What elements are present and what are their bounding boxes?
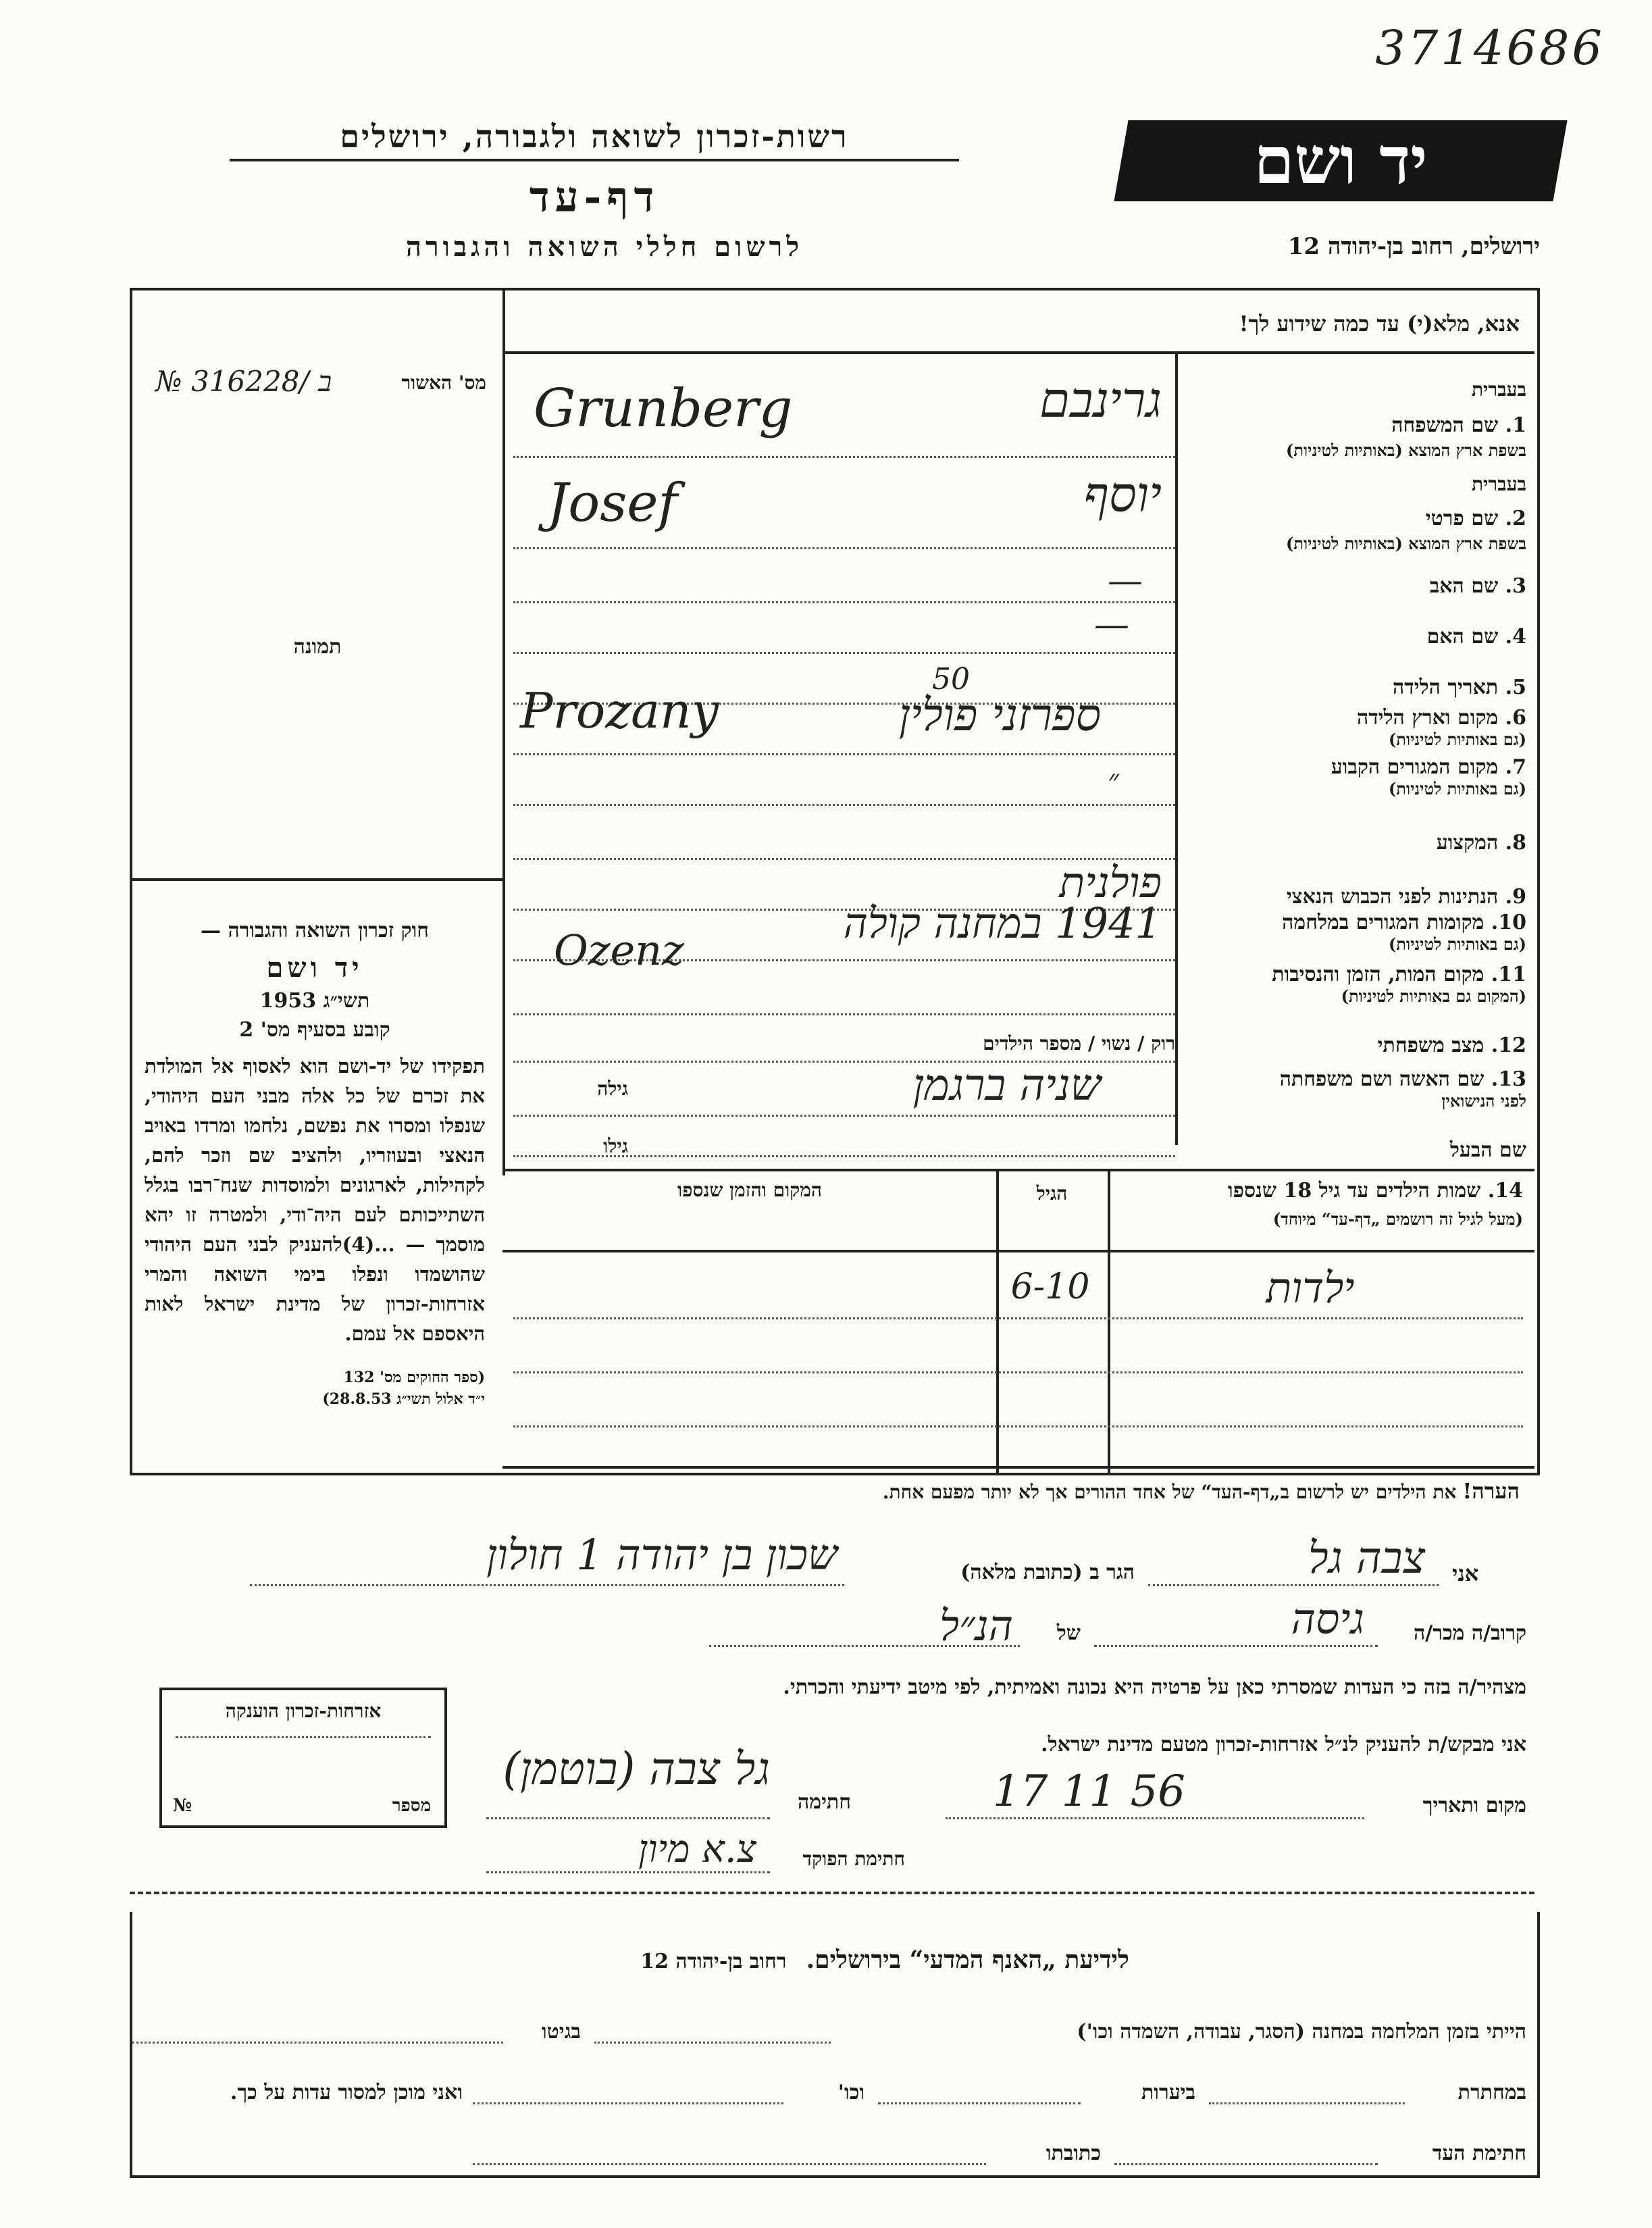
intro-divider <box>502 351 1534 354</box>
logo-text: יד ושם <box>1254 122 1428 199</box>
field-label: שם המשפחה <box>1391 413 1499 437</box>
place-date-value[interactable]: 17 11 56 <box>993 1767 1185 1817</box>
field-death-place[interactable] <box>1182 963 1526 1007</box>
field-num: 4. <box>1505 625 1526 649</box>
footer-line2-d: ואני מוכן למסור עדות על כך. <box>230 2081 463 2104</box>
note <box>520 1478 1520 1504</box>
field-label: תאריך הלידה <box>1393 676 1499 699</box>
birth-date-value: 50 <box>932 662 970 697</box>
citizenship-box <box>159 1688 447 1828</box>
statement: מצהיר/ה בזה כי העדות שמסרתי כאן על פרטיה היא נכונה ואמיתית, לפי מיטב ידיעתי והכרתי. <box>783 1675 1526 1699</box>
col-age-header: הגיל <box>1036 1182 1068 1205</box>
birth-place-latin: Prozany <box>520 682 719 739</box>
law-title: חוק זכרון השואה והגבורה — <box>201 919 429 942</box>
field-residence[interactable] <box>1182 755 1526 799</box>
field-num: 11. <box>1491 963 1526 986</box>
yad-vashem-logo <box>1114 120 1567 201</box>
address: ירושלים, רחוב בן-יהודה 12 <box>1287 233 1540 260</box>
field-occupation[interactable] <box>1182 831 1526 855</box>
footer-line2-c: וכו' <box>837 2081 864 2104</box>
field-num: 1. <box>1505 413 1526 437</box>
law-ref-1: (ספר החוקים מס' 132 <box>343 1369 485 1386</box>
field-birth-place[interactable] <box>1182 706 1526 750</box>
field-label: מקום המגורים הקבוע <box>1331 755 1499 779</box>
field-num: 6. <box>1505 706 1526 730</box>
relative-label: קרוב/ה מכר/ה <box>1414 1621 1526 1645</box>
wife-age-label: גילה <box>597 1078 628 1100</box>
officer-value[interactable]: צ.א מיון <box>638 1827 756 1871</box>
of-value[interactable]: הנ״ל <box>939 1601 1013 1650</box>
approval-label: מס' האשור <box>401 372 486 394</box>
first-name-latin: Josef <box>547 473 678 534</box>
row-line <box>513 1115 1175 1117</box>
child-name: ילדות <box>1266 1263 1355 1313</box>
approval-value: № 316228/ ב <box>155 365 332 398</box>
field-sub: (המקום גם באותיות לטיניות) <box>1341 986 1526 1006</box>
law-name: יד ושם <box>266 952 363 984</box>
field-sub: (גם באותיות לטיניות) <box>1388 779 1526 799</box>
children-label: 14. שמות הילדים עד גיל 18 שנספו <box>1227 1179 1523 1202</box>
photo-label: תמונה <box>293 635 342 659</box>
field-num: 2. <box>1505 507 1526 530</box>
i-line <box>1148 1584 1439 1586</box>
signature-line <box>486 1817 770 1819</box>
citizenship-number-mark: № <box>173 1796 192 1816</box>
request: אני מבקש/ת להעניק לנ״ל אזרחות-זכרון מטעם מדינת ישראל. <box>1041 1733 1526 1756</box>
signature-value[interactable]: גל צבה (בוטמן) <box>502 1743 770 1795</box>
footer-line1-a: הייתי בזמן המלחמה במחנה (הסגר, עבודה, השמדה וכו') <box>1077 2020 1526 2044</box>
field-num: 10. <box>1491 911 1526 934</box>
field-label: הנתינות לפני הכבוש הנאצי <box>1286 885 1499 909</box>
law-year: תשי״ג 1953 <box>259 989 370 1013</box>
wartime-residence-value: 1941 במחנה קולה <box>843 898 1162 948</box>
citizenship-line <box>176 1736 431 1738</box>
lives-label: הגר ב (כתובת מלאה) <box>960 1561 1135 1584</box>
field-nationality[interactable] <box>1182 885 1526 909</box>
relative-line <box>1094 1645 1378 1647</box>
field-first-name[interactable] <box>1182 473 1526 553</box>
row-line <box>513 652 1175 654</box>
form-subtitle: לרשום חללי השואה והגבורה <box>405 231 804 263</box>
field-sub: (גם באותיות לטיניות) <box>1388 730 1526 749</box>
child-age: 6-10 <box>1010 1267 1090 1307</box>
marital-options: רוק / נשוי / מספר הילדים <box>983 1032 1175 1055</box>
first-name-hebrew: יוסף <box>1083 466 1162 523</box>
archive-number: 3714686 <box>1375 20 1605 76</box>
footer-line2-a: במחתרת <box>1457 2081 1526 2104</box>
officer-label: חתימת הפוקד <box>802 1848 905 1870</box>
place-date-line <box>946 1817 1364 1819</box>
i-value[interactable]: צבה גל <box>1308 1534 1425 1584</box>
note-line <box>502 1466 1534 1469</box>
approval-number <box>155 365 486 405</box>
children-top-line <box>502 1169 1534 1171</box>
nationality-value: פולנית <box>1059 858 1162 907</box>
birth-place-hebrew: ספרזני פולין <box>898 689 1101 741</box>
field-label: מקום וארץ הלידה <box>1356 706 1499 730</box>
children-header-line <box>502 1250 1534 1252</box>
lives-line <box>250 1584 844 1586</box>
law-text: תפקידו של יד-ושם הוא לאסוף אל המולדת את זכרם של כל אלה מבני העם היהודי, שנפלו ומסרו את נפשם, נלחמו ומרדו באויב הנאצי ובעוזריו, ולהציב שם וזכר להם, לקהילות, לארגונים ולמוסדות שנח־רבו בגלל השתייכותם לעם היה־ודי, ולמטרה זו יהא מוסמך — ...(4)להעניק לבני העם היהודי שהושמדו ונפלו בימי השואה והמרי אזרחות-זכרון של מדינת ישראל לאות היאספם אל עמם. <box>145 1055 485 1345</box>
field-sub: לפני הנישואין <box>1441 1091 1526 1111</box>
field-num: 3. <box>1505 574 1526 598</box>
lives-value[interactable]: שכון בן יהודה 1 חולון <box>486 1530 837 1579</box>
row-line <box>513 547 1175 549</box>
death-place-value: Ozenz <box>554 926 684 975</box>
field-label: שם הבעל <box>1449 1138 1526 1162</box>
footer-line2-b: ביערות <box>1141 2081 1195 2104</box>
footer-line3-b: כתובתו <box>1046 2142 1101 2165</box>
field-birth-date[interactable] <box>1182 676 1526 699</box>
residence-value: ״ <box>1108 763 1119 798</box>
of-label: של <box>1056 1621 1081 1645</box>
org-line: רשות-זכרון לשואה ולגבורה, ירושלים <box>230 118 959 161</box>
note-label: הערה! <box>1462 1478 1520 1504</box>
mother-value: — <box>1094 605 1129 645</box>
field-mother[interactable] <box>1182 625 1526 649</box>
row-line <box>513 1425 1523 1427</box>
field-sub: בשפת ארץ המוצא (באותיות לטיניות) <box>1286 440 1526 460</box>
row-line <box>513 1317 1523 1319</box>
i-label: אני <box>1452 1561 1479 1586</box>
children-sub: (מעל לגיל זה רושמים „דף-עד“ מיוחד) <box>1272 1209 1523 1229</box>
law-box <box>132 919 497 1408</box>
wife-value: שניה ברגמן <box>912 1061 1101 1111</box>
form-title: דף-עד <box>529 172 660 222</box>
officer-line <box>486 1871 770 1873</box>
field-num: 13. <box>1491 1067 1526 1091</box>
family-name-hebrew: גרינבם <box>1039 372 1162 428</box>
row-line <box>513 601 1175 603</box>
field-wartime-residence[interactable] <box>1182 911 1526 955</box>
field-num: 7. <box>1505 755 1526 779</box>
tear-line <box>130 1892 1534 1894</box>
place-date-label: מקום ותאריך <box>1422 1794 1526 1817</box>
field-num: 5. <box>1505 676 1526 699</box>
row-line <box>513 1155 1175 1157</box>
children-rows <box>513 1263 1523 1466</box>
citizenship-number-label: מספר <box>392 1796 431 1816</box>
hebrew-tag: בעברית <box>1471 378 1526 401</box>
field-husband[interactable] <box>1182 1138 1526 1162</box>
field-sub: בשפת ארץ המוצא (באותיות לטיניות) <box>1286 534 1526 553</box>
field-family-name[interactable] <box>1182 378 1526 460</box>
label-column-divider <box>1175 351 1178 1145</box>
field-num: 9. <box>1505 885 1526 909</box>
field-label: מקומות המגורים במלחמה <box>1282 911 1485 934</box>
field-sub: (גם באותיות לטיניות) <box>1388 934 1526 954</box>
col-place-header: המקום והזמן שנספו <box>677 1179 822 1201</box>
field-label: שם האב <box>1429 574 1499 598</box>
field-label: המקצוע <box>1436 831 1499 855</box>
field-num: 8. <box>1505 831 1526 855</box>
field-label: מצב משפחתי <box>1377 1034 1485 1057</box>
row-line <box>513 753 1175 755</box>
law-clause: קובע בסעיף מס' 2 <box>239 1018 390 1042</box>
family-name-latin: Grunberg <box>534 378 793 439</box>
footer-title: לידיעת „האנף המדעי“ בירושלים. <box>806 1946 1129 1974</box>
law-ref-2: י״ד אלול תשי״ג 28.8.53) <box>322 1390 485 1408</box>
footer-address: רחוב בן-יהודה 12 <box>640 1950 787 1973</box>
footer-frame <box>130 1912 1540 2178</box>
value-column-left <box>502 351 505 1148</box>
husband-age-label: גילו <box>603 1135 628 1157</box>
field-label: שם פרטי <box>1425 507 1499 530</box>
note-text: את הילדים יש לרשום ב„דף-העד“ של אחד ההורים אך לא יותר מפעם אחת. <box>882 1481 1457 1503</box>
row-line <box>513 804 1175 806</box>
field-marital[interactable] <box>1182 1034 1526 1057</box>
field-father[interactable] <box>1182 574 1526 598</box>
father-value: — <box>1108 561 1143 601</box>
intro-text: אנא, מלא(י) עד כמה שידוע לך! <box>1239 311 1520 336</box>
signature-label: חתימה <box>798 1790 851 1814</box>
relative-value[interactable]: גיסה <box>1291 1594 1364 1644</box>
row-line <box>513 1371 1523 1373</box>
hebrew-tag: בעברית <box>1471 473 1526 495</box>
field-label: שם האם <box>1426 625 1499 649</box>
field-wife[interactable] <box>1182 1067 1526 1111</box>
field-num: 12. <box>1491 1034 1526 1057</box>
field-label: שם האשה ושם משפחתה <box>1279 1067 1485 1091</box>
left-divider <box>132 878 502 881</box>
footer-line1-b: בגיטו <box>541 2020 581 2044</box>
field-label: מקום המות, הזמן והנסיבות <box>1272 963 1485 986</box>
row-line <box>513 456 1175 458</box>
footer-line3-a: חתימת העד <box>1432 2142 1526 2165</box>
children-header <box>1114 1179 1523 1230</box>
row-line <box>513 1013 1175 1015</box>
citizenship-title: אזרחות-זכרון הוענקה <box>225 1700 382 1722</box>
